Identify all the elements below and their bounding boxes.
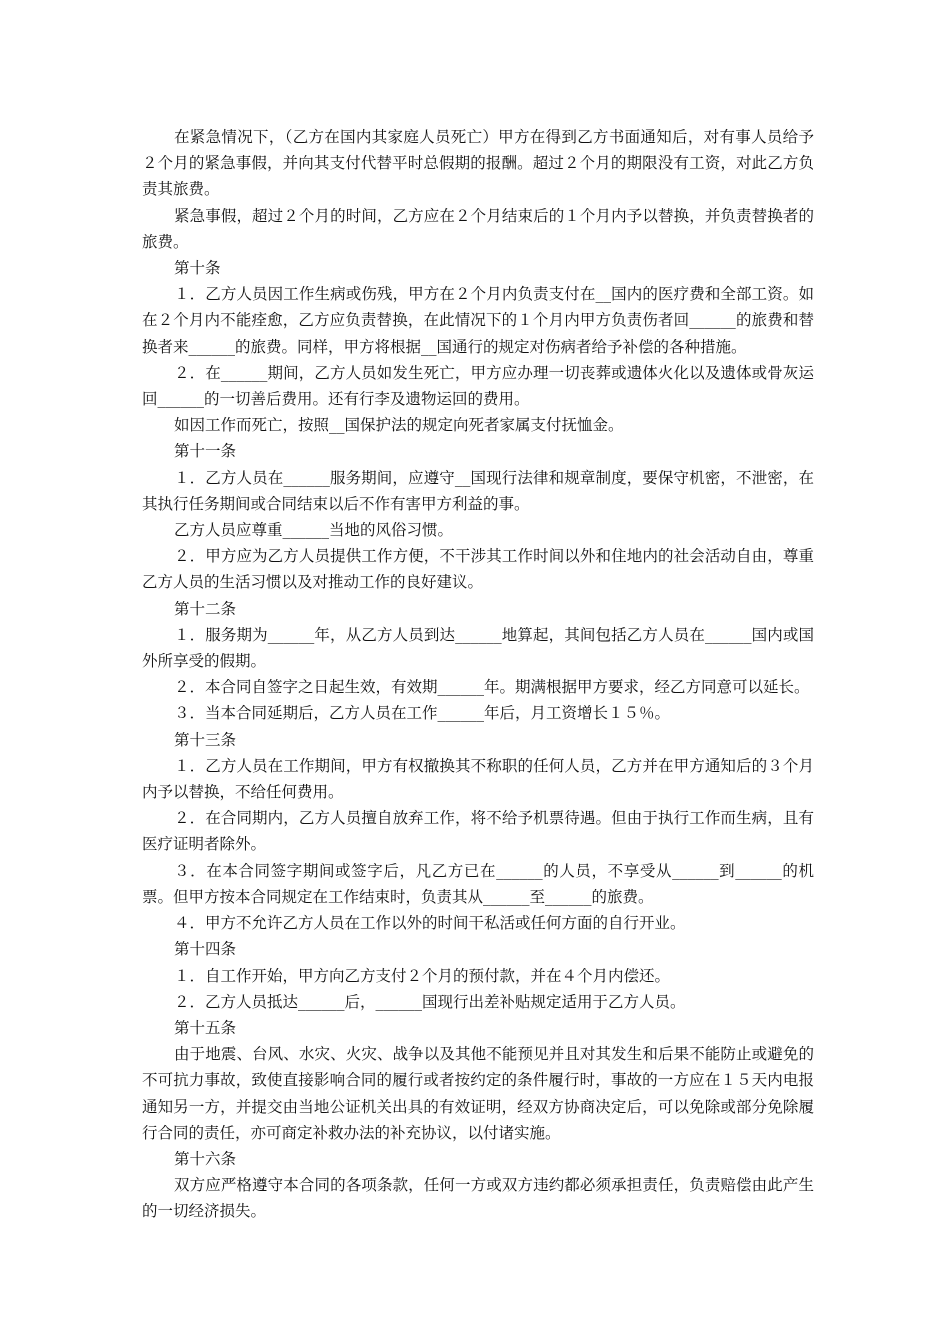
paragraph: 如因工作而死亡，按照__国保护法的规定向死者家属支付抚恤金。 bbox=[174, 416, 624, 435]
paragraph: １．乙方人员在工作期间，甲方有权撤换其不称职的任何人员，乙方并在甲方通知后的３个月内予以替换，不给任何费用。 bbox=[142, 756, 814, 802]
paragraph: 由于地震、台风、水灾、火灾、战争以及其他不能预见并且对其发生和后果不能防止或避免的不可抗力事故，致使直接影响合同的履行或者按约定的条件履行时，事故的一方应在１５天内电报通知另一方，并提交由当地公证机关出具的有效证明，经双方协商决定后，可以免除或部分免除履行合同的责任，亦可商定补救办法的补充协议，以付诸实施。 bbox=[142, 1045, 814, 1142]
article-heading: 第十条 bbox=[174, 259, 221, 278]
paragraph: ３．在本合同签字期间或签字后，凡乙方已在______的人员，不享受从______到______的机票。但甲方按本合同规定在工作结束时，负责其从______至______的旅费。 bbox=[142, 861, 814, 906]
paragraph: ２．本合同自签字之日起生效，有效期______年。期满根据甲方要求，经乙方同意可以延长。 bbox=[174, 678, 810, 697]
paragraph: ２．甲方应为乙方人员提供工作方便，不干涉其工作时间以外和住地内的社会活动自由，尊重乙方人员的生活习惯以及对推动工作的良好建议。 bbox=[142, 547, 814, 592]
paragraph: ２．乙方人员抵达______后，______国现行出差补贴规定适用于乙方人员。 bbox=[174, 992, 686, 1011]
paragraph: ３．当本合同延期后，乙方人员在工作______年后，月工资增长１５％。 bbox=[174, 704, 671, 723]
article-heading: 第十六条 bbox=[174, 1149, 237, 1168]
paragraph: ２．在______期间，乙方人员如发生死亡，甲方应办理一切丧葬或遗体火化以及遗体或骨灰运回______的一切善后费用。还有行李及遗物运回的费用。 bbox=[142, 363, 814, 409]
paragraph: １．自工作开始，甲方向乙方支付２个月的预付款，并在４个月内偿还。 bbox=[174, 966, 671, 985]
paragraph: １．服务期为______年，从乙方人员到达______地算起，其间包括乙方人员在______国内或国外所享受的假期。 bbox=[142, 625, 814, 671]
article-heading: 第十二条 bbox=[174, 599, 237, 618]
paragraph: １．乙方人员因工作生病或伤残，甲方在２个月内负责支付在__国内的医疗费和全部工资。如在２个月内不能痊愈，乙方应负责替换，在此情况下的１个月内甲方负责伤者回______的旅费和替换者来______的旅费。同样，甲方将根据__国通行的规定对伤病者给予补偿的各种措施。 bbox=[142, 285, 814, 356]
contract-body bbox=[142, 124, 814, 1225]
paragraph: 紧急事假，超过２个月的时间，乙方应在２个月结束后的１个月内予以替换，并负责替换者的旅费。 bbox=[142, 206, 814, 251]
article-heading: 第十五条 bbox=[174, 1018, 237, 1037]
paragraph: １．乙方人员在______服务期间，应遵守__国现行法律和规章制度，要保守机密，不泄密，在其执行任务期间或合同结束以后不作有害甲方利益的事。 bbox=[142, 468, 814, 513]
paragraph: ４．甲方不允许乙方人员在工作以外的时间干私活或任何方面的自行开业。 bbox=[174, 914, 686, 933]
paragraph: 双方应严格遵守本合同的各项条款，任何一方或双方违约都必须承担责任，负责赔偿由此产生的一切经济损失。 bbox=[142, 1176, 814, 1221]
article-heading: 第十四条 bbox=[174, 940, 237, 959]
paragraph: 在紧急情况下，（乙方在国内其家庭人员死亡）甲方在得到乙方书面通知后，对有事人员给予２个月的紧急事假，并向其支付代替平时总假期的报酬。超过２个月的期限没有工资，对此乙方负责其旅费。 bbox=[142, 128, 814, 199]
paragraph: 乙方人员应尊重______当地的风俗习惯。 bbox=[174, 521, 454, 540]
article-heading: 第十三条 bbox=[174, 730, 237, 749]
article-heading: 第十一条 bbox=[174, 442, 237, 461]
paragraph: ２．在合同期内，乙方人员擅自放弃工作，将不给予机票待遇。但由于执行工作而生病，且有医疗证明者除外。 bbox=[142, 809, 814, 854]
